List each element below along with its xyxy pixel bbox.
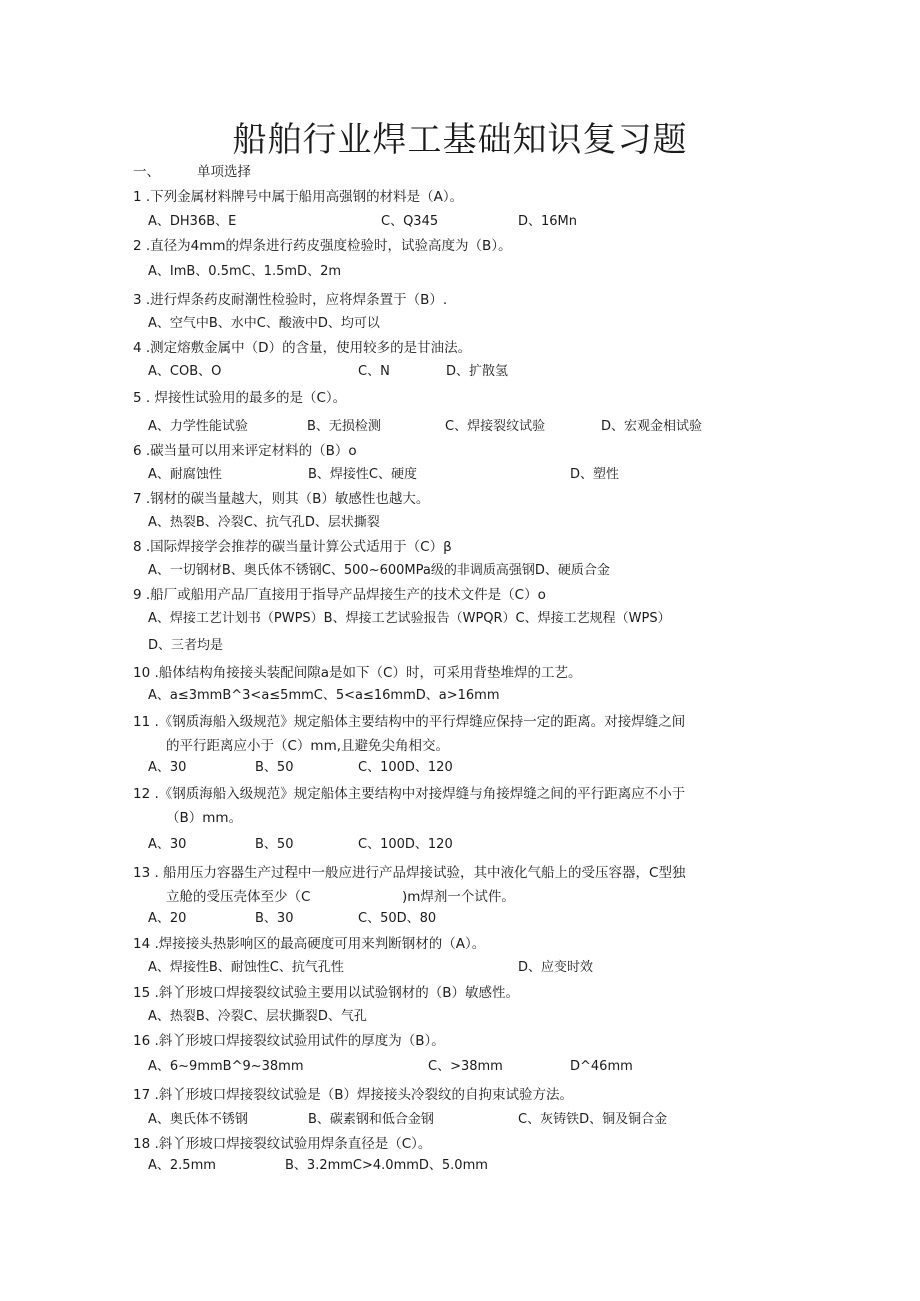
question-stem: 12 .《钢质海船入级规范》规定船体主要结构中对接焊缝与角接焊缝之间的平行距离应不小于 — [133, 786, 686, 802]
answer-option: A、DH36B、E — [148, 214, 237, 229]
question-stem-continued: （B）mm。 — [166, 810, 243, 826]
answer-option: D、应变时效 — [518, 960, 594, 975]
answer-option: A、20 — [148, 911, 187, 926]
answer-option: B、30 — [255, 911, 294, 926]
question-stem: 3 .进行焊条药皮耐潮性检验时，应将焊条置于（B）. — [133, 292, 448, 308]
question-stem: 14 .焊接接头热影响区的最高硬度可用来判断钢材的（A）。 — [133, 936, 486, 952]
answer-option: B、50 — [255, 760, 294, 775]
answer-option: C、50D、80 — [358, 911, 437, 926]
answer-option: B、50 — [255, 837, 294, 852]
answer-option: D、三者均是 — [148, 638, 224, 653]
answer-option: D、塑性 — [570, 467, 620, 482]
question-stem: 10 .船体结构角接接头装配间隙a是如下（C）时，可采用背垫堆焊的工艺。 — [133, 665, 582, 681]
question-stem-continued: 立舱的受压壳体至少（C — [166, 889, 311, 905]
answer-option: B、焊接性C、硬度 — [308, 467, 417, 482]
answer-option: A、一切钢材B、奥氏体不锈钢C、500~600MPa级的非调质高强钢D、硬质合金 — [148, 563, 610, 578]
question-stem: 16 .斜丫形坡口焊接裂纹试验用试件的厚度为（B）。 — [133, 1033, 445, 1049]
answer-option: A、2.5mm — [148, 1158, 216, 1173]
question-stem: 8 .国际焊接学会推荐的碳当量计算公式适用于（C）β — [133, 539, 452, 555]
answer-option: A、焊接性B、耐蚀性C、抗气孔性 — [148, 960, 344, 975]
question-stem: 9 .船厂或船用产品厂直接用于指导产品焊接生产的技术文件是（C）o — [133, 587, 546, 603]
question-stem: 13 . 船用压力容器生产过程中一般应进行产品焊接试验，其中液化气船上的受压容器，C型独 — [133, 865, 686, 881]
answer-option: B、无损检测 — [307, 419, 381, 434]
question-stem: 6 .碳当量可以用来评定材料的（B）o — [133, 443, 357, 459]
question-stem: 11 .《钢质海船入级规范》规定船体主要结构中的平行焊缝应保持一定的距离。对接焊缝之间 — [133, 714, 686, 730]
answer-option: C、焊接裂纹试验 — [445, 419, 546, 434]
answer-option: A、热裂B、冷裂C、抗气孔D、层状撕裂 — [148, 515, 380, 530]
question-stem: 15 .斜丫形坡口焊接裂纹试验主要用以试验钢材的（B）敏感性。 — [133, 985, 520, 1001]
answer-option: D、扩散氢 — [446, 364, 509, 379]
answer-option: A、a≤3mmB^3<a≤5mmC、5<a≤16mmD、a>16mm — [148, 688, 500, 703]
answer-option: C、N — [358, 364, 390, 379]
answer-option: A、焊接工艺计划书（PWPS）B、焊接工艺试验报告（WPQR）C、焊接工艺规程（WPS） — [148, 611, 671, 626]
question-stem: 4 .测定熔敷金属中（D）的含量，使用较多的是甘油法。 — [133, 340, 472, 356]
answer-option: C、灰铸铁D、铜及铜合金 — [518, 1112, 668, 1127]
answer-option: A、6~9mmB^9~38mm — [148, 1059, 304, 1074]
answer-option: C、Q345 — [381, 214, 439, 229]
answer-option: C、>38mm — [428, 1059, 503, 1074]
question-stem-continued: )m焊剂一个试件。 — [402, 889, 515, 905]
answer-option: A、耐腐蚀性 — [148, 467, 222, 482]
question-stem: 2 .直径为4mm的焊条进行药皮强度检验时，试验高度为（B）。 — [133, 238, 512, 254]
section-heading: 单项选择 — [197, 164, 251, 180]
answer-option: A、30 — [148, 837, 187, 852]
question-stem: 18 .斜丫形坡口焊接裂纹试验用焊条直径是（C）。 — [133, 1136, 432, 1152]
question-stem: 17 .斜丫形坡口焊接裂纹试验是（B）焊接接头冷裂纹的自拘束试验方法。 — [133, 1087, 574, 1103]
answer-option: B、碳素钢和低合金钢 — [308, 1112, 434, 1127]
answer-option: A、ImB、0.5mC、1.5mD、2m — [148, 264, 342, 279]
answer-option: D、16Mn — [518, 214, 578, 229]
question-stem: 1 .下列金属材料牌号中属于船用高强钢的材料是（A）。 — [133, 189, 464, 205]
answer-option: A、30 — [148, 760, 187, 775]
question-stem: 7 .钢材的碳当量越大，则其（B）敏感性也越大。 — [133, 491, 430, 507]
answer-option: B、3.2mmC>4.0mmD、5.0mm — [285, 1158, 488, 1173]
answer-option: A、奥氏体不锈钢 — [148, 1112, 248, 1127]
answer-option: A、空气中B、水中C、酸液中D、均可以 — [148, 316, 380, 331]
answer-option: A、COB、O — [148, 364, 222, 379]
answer-option: D、宏观金相试验 — [601, 419, 703, 434]
section-number: 一、 — [133, 164, 160, 180]
answer-option: A、热裂B、冷裂C、层状撕裂D、气孔 — [148, 1009, 367, 1024]
answer-option: C、100D、120 — [358, 760, 453, 775]
answer-option: C、100D、120 — [358, 837, 453, 852]
page-title: 船舶行业焊工基础知识复习题 — [232, 120, 688, 160]
question-stem: 5 . 焊接性试验用的最多的是（C）。 — [133, 390, 347, 406]
answer-option: A、力学性能试验 — [148, 419, 248, 434]
question-stem-continued: 的平行距离应小于（C）mm,且避免尖角相交。 — [166, 738, 450, 754]
answer-option: D^46mm — [570, 1059, 633, 1074]
